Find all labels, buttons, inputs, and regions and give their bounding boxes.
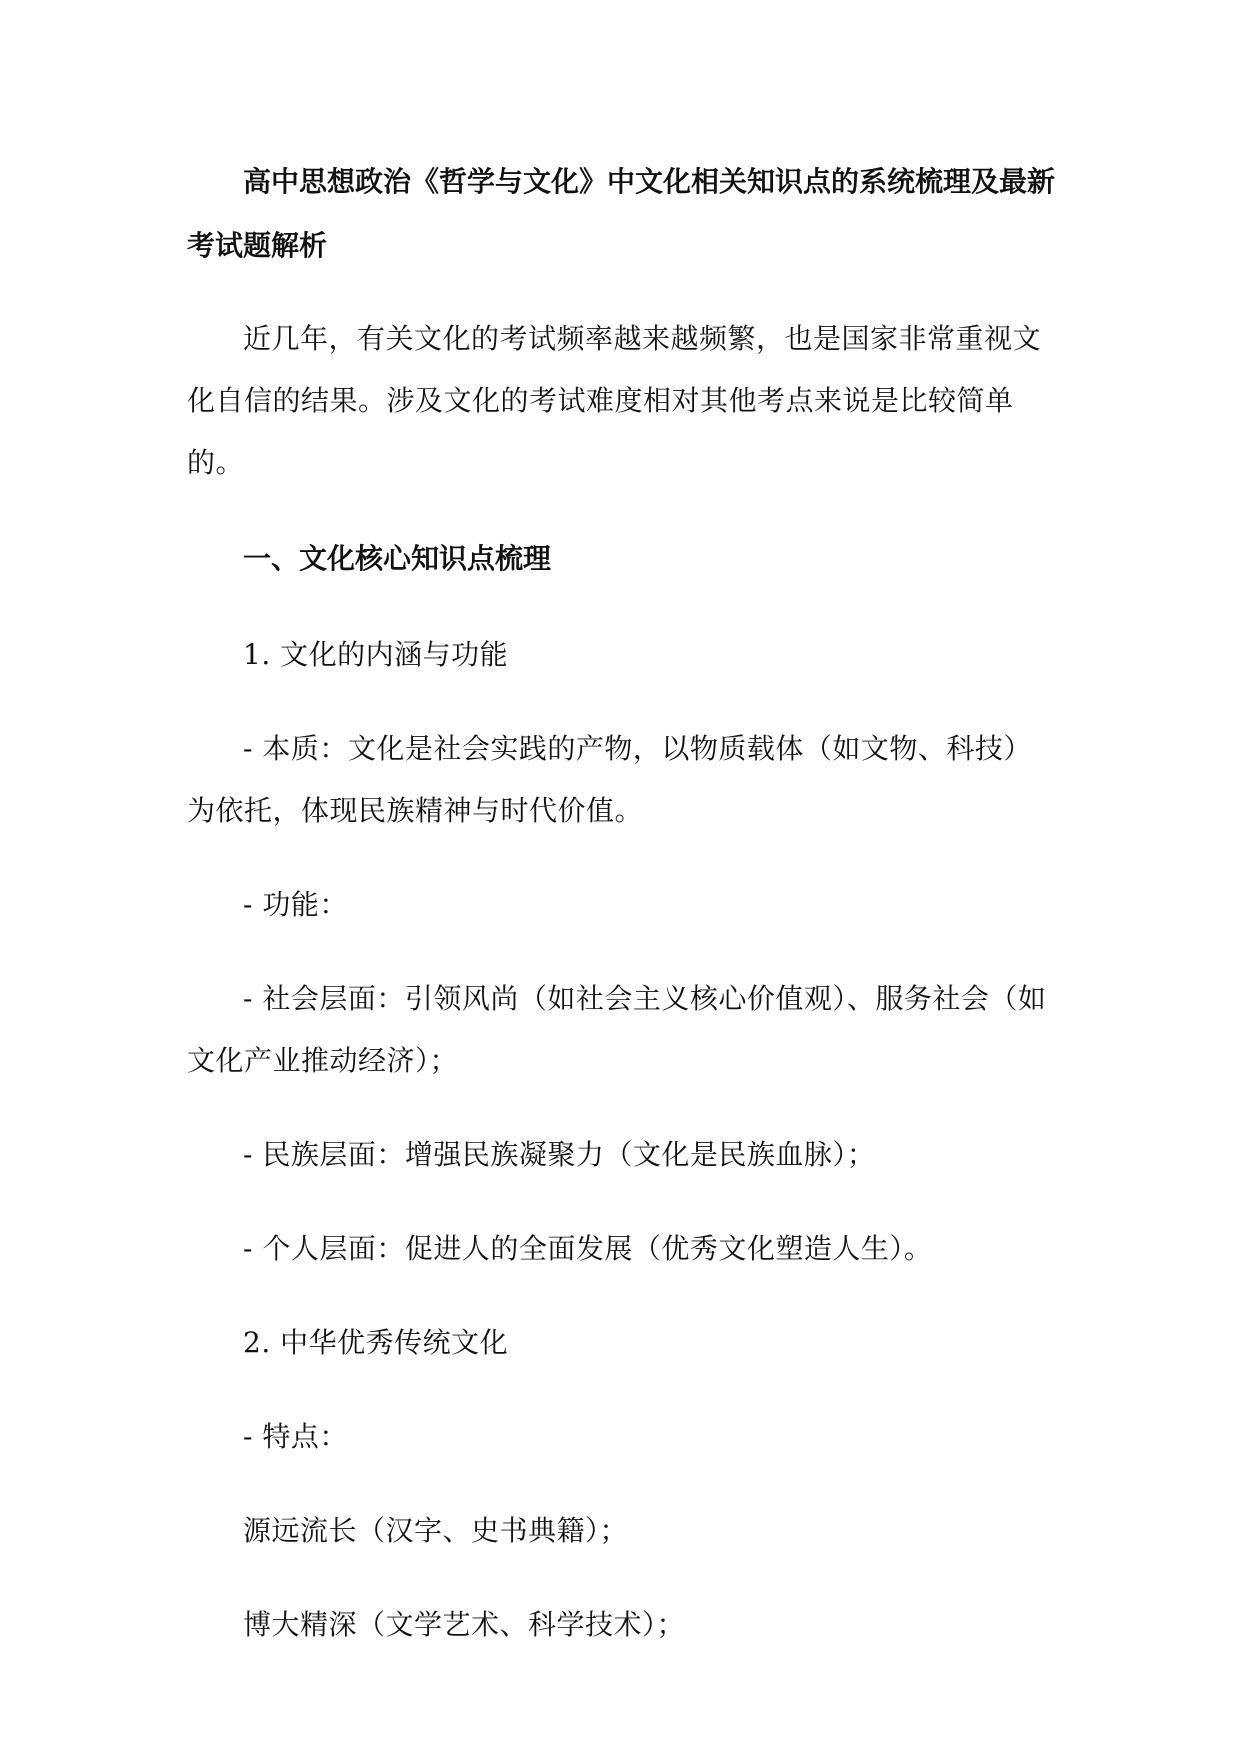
document-title: 高中思想政治《哲学与文化》中文化相关知识点的系统梳理及最新考试题解析 <box>187 165 1056 262</box>
function-nation-paragraph: - 民族层面：增强民族凝聚力（文化是民族血脉）； <box>243 1138 876 1171</box>
culture-nature-paragraph: - 本质：文化是社会实践的产物，以物质载体（如文物、科技）为依托，体现民族精神与时代价值。 <box>187 732 1032 827</box>
intro-paragraph: 近几年，有关文化的考试频率越来越频繁，也是国家非常重视文化自信的结果。涉及文化的考试难度相对其他考点来说是比较简单的。 <box>187 322 1042 479</box>
document-body <box>187 150 1057 1688</box>
section-heading-1: 一、文化核心知识点梳理 <box>243 542 552 575</box>
function-individual-paragraph: - 个人层面：促进人的全面发展（优秀文化塑造人生）。 <box>243 1232 933 1265</box>
features-label: - 特点： <box>243 1420 348 1453</box>
subsection-heading-2: 2. 中华优秀传统文化 <box>243 1326 509 1359</box>
subsection-heading-1: 1. 文化的内涵与功能 <box>243 638 509 671</box>
function-social-paragraph: - 社会层面：引领风尚（如社会主义核心价值观）、服务社会（如文化产业推动经济）； <box>187 982 1047 1077</box>
feature-item-1: 源远流长（汉字、史书典籍）； <box>243 1514 629 1547</box>
feature-item-2: 博大精深（文学艺术、科学技术）； <box>243 1608 686 1641</box>
functions-label: - 功能： <box>243 888 348 921</box>
